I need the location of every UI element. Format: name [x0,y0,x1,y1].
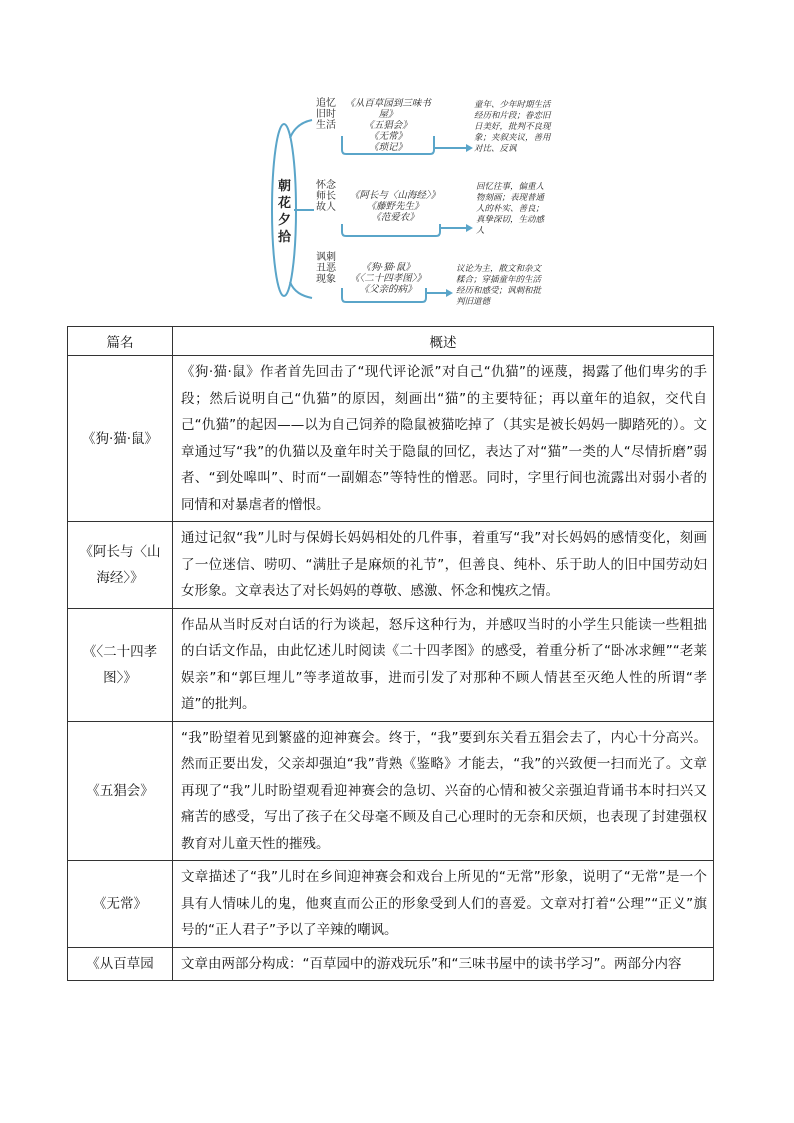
work-summary: 文章描述了“我”儿时在乡间迎神赛会和戏台上所见的“无常”形象，说明了“无常”是一个具有人情味儿的鬼，他爽直而公正的形象受到人们的喜爱。文章对打着“公理”“正义”旗号的“正人君子”予以了辛辣的嘲讽。 [173,861,714,948]
table-row [68,721,714,861]
work-item: 《从百草园到三味书屋》 [345,98,431,120]
work-summary: “我”盼望着见到繁盛的迎神赛会。终于，“我”要到东关看五猖会去了，内心十分高兴。然而正要出发，父亲却强迫“我”背熟《鉴略》才能去，“我”的兴致便一扫而光了。文章再现了“我”儿时盼望观看迎神赛会的急切、兴奋的心情和被父亲强迫背诵书本时扫兴又痛苦的感受，写出了孩子在父母毫不顾及自己心理时的无奈和厌烦，也表现了封建强权教育对儿童天性的摧残。 [173,721,714,861]
work-item: 《阿长与〈山海经〉》 [349,190,441,201]
work-title: 《从百草园 [68,947,173,981]
table-header-row [68,327,714,356]
work-title: 《无常》 [68,861,173,948]
works-table [67,326,714,981]
work-item: 《五猖会》 [364,120,412,131]
category-0: 追忆旧时生活 [316,98,336,131]
work-title: 《〈二十四孝图〉》 [68,608,173,721]
mind-map-center: 朝花夕拾 [278,179,292,245]
summary-2: 议论为主，散文和杂文糅合；穿插童年的生活经历和感受；讽刺和批判旧道德 [456,264,542,307]
table-row [68,522,714,609]
work-summary: 《狗·猫·鼠》作者首先回击了“现代评论派”对自己“仇猫”的诬蔑，揭露了他们卑劣的手段；然后说明自己“仇猫”的原因，刻画出“猫”的主要特征；再以童年的追叙，交代自己“仇猫”的起因——以为自己饲养的隐鼠被猫吃掉了（其实是被长妈妈一脚踏死的）。文章通过写“我”的仇猫以及童年时关于隐鼠的回忆，表达了对“猫”一类的人“尽情折磨”弱者、“到处嗥叫”、时而“一副媚态”等特性的憎恶。同时，字里行间也流露出对弱小者的同情和对暴虐者的憎恨。 [173,356,714,522]
table-row [68,947,714,981]
header-summary: 概述 [173,327,714,356]
summary-1: 回忆往事，偏重人物刻画；表现普通人的朴实、善良；真挚深切，生动感人 [476,182,545,236]
work-item: 《〈二十四孝图〉》 [349,273,426,284]
work-item: 《范爱农》 [371,212,419,223]
category-1: 怀念师长故人 [316,180,336,213]
work-item: 《父亲的病》 [359,284,417,295]
table-row [68,861,714,948]
work-item: 《琐记》 [368,142,407,153]
work-summary: 作品从当时反对白话的行为谈起，怒斥这种行为，并感叹当时的小学生只能读一些粗拙的白话文作品，由此忆述儿时阅读《二十四孝图》的感受，着重分析了“卧冰求鲤”“老莱娱亲”和“郭巨埋儿”等孝道故事，进而引发了对那种不顾人情甚至灭绝人性的所谓“孝道”的批判。 [173,608,714,721]
work-title: 《阿长与〈山海经〉》 [68,522,173,609]
work-item: 《狗·猫·鼠》 [361,262,415,273]
header-title: 篇名 [68,327,173,356]
work-title: 《狗·猫·鼠》 [68,356,173,522]
mind-map [260,92,560,324]
works-2 [340,262,436,295]
work-summary: 文章由两部分构成：“百草园中的游戏玩乐”和“三味书屋中的读书学习”。两部分内容 [173,947,714,981]
summary-0: 童年、少年时期生活经历和片段；眷恋旧日美好，批判不良现象；夹叙夹议，善用对比、反讽 [474,100,551,154]
work-summary: 通过记叙“我”儿时与保姆长妈妈相处的几件事，着重写“我”对长妈妈的感情变化，刻画了一位迷信、唠叨、“满肚子是麻烦的礼节”，但善良、纯朴、乐于助人的旧中国劳动妇女形象。文章表达了对长妈妈的尊敬、感激、怀念和愧疚之情。 [173,522,714,609]
table-row [68,356,714,522]
works-1 [340,190,450,223]
work-item: 《藤野先生》 [366,201,424,212]
work-item: 《无常》 [368,131,407,142]
work-title: 《五猖会》 [68,721,173,861]
works-0 [340,98,436,153]
category-2: 讽刺丑恶现象 [316,252,336,285]
table-row [68,608,714,721]
